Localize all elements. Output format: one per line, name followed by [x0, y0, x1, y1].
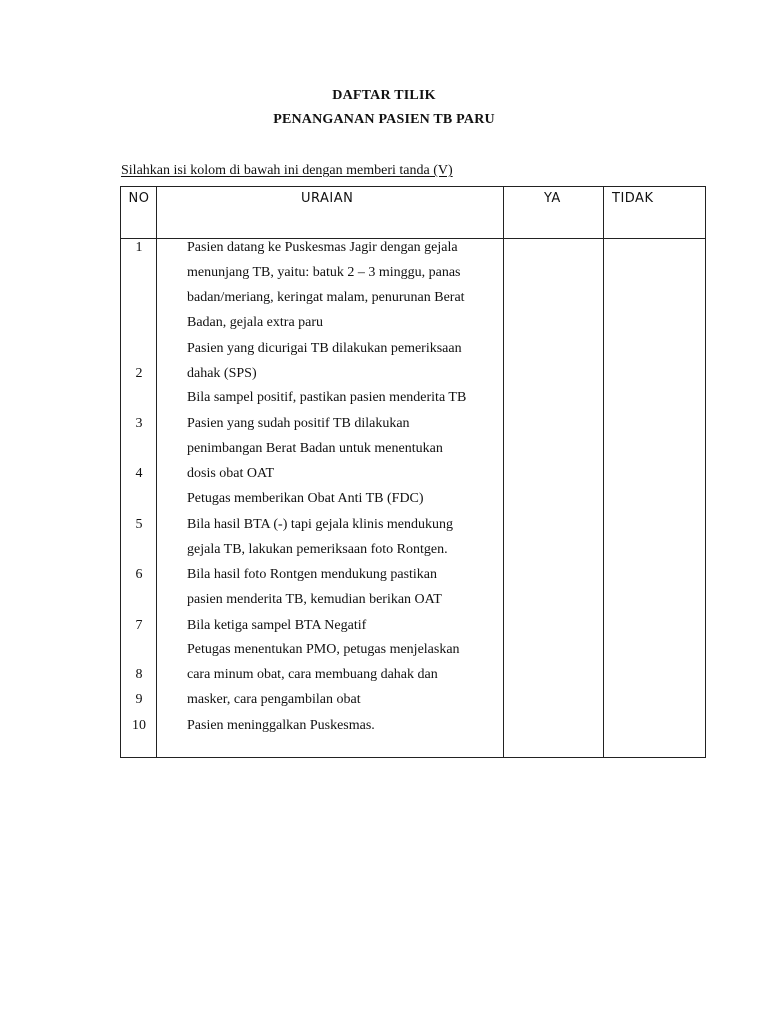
tidak-checkbox-cell[interactable] [604, 239, 705, 757]
row-number: 10 [132, 718, 146, 733]
description-line: Badan, gejala extra paru [187, 315, 324, 330]
description-line: Petugas memberikan Obat Anti TB (FDC) [187, 491, 424, 506]
description-line: Pasien yang dicurigai TB dilakukan pemeriksaan [187, 341, 462, 356]
row-number: 1 [135, 240, 143, 255]
description-line: dahak (SPS) [187, 366, 257, 381]
header-ya: YA [544, 191, 561, 206]
description-line: penimbangan Berat Badan untuk menentukan [187, 441, 443, 456]
row-number: 5 [135, 517, 143, 532]
header-no: NO [128, 191, 150, 206]
description-line: gejala TB, lakukan pemeriksaan foto Rontgen. [187, 542, 448, 557]
description-line: masker, cara pengambilan obat [187, 692, 361, 707]
description-line: Bila hasil foto Rontgen mendukung pastikan [187, 567, 438, 582]
description-line: Pasien meninggalkan Puskesmas. [187, 718, 375, 733]
row-number: 3 [135, 416, 143, 431]
row-number: 9 [135, 692, 143, 707]
checklist-table [120, 186, 706, 758]
row-number: 2 [135, 366, 143, 381]
description-line: Bila sampel positif, pastikan pasien menderita TB [187, 390, 467, 405]
description-line: Pasien yang sudah positif TB dilakukan [187, 416, 410, 431]
description-line: pasien menderita TB, kemudian berikan OAT [187, 592, 442, 607]
description-line: dosis obat OAT [187, 466, 275, 481]
description-line: Bila ketiga sampel BTA Negatif [187, 618, 367, 633]
header-uraian: URAIAN [301, 191, 354, 206]
description-line: menunjang TB, yaitu: batuk 2 – 3 minggu, panas [187, 265, 461, 280]
header-tidak: TIDAK [612, 191, 654, 206]
instruction-text: Silahkan isi kolom di bawah ini dengan memberi tanda (V) [121, 163, 453, 178]
description-line: Pasien datang ke Puskesmas Jagir dengan gejala [187, 240, 458, 255]
document-subtitle: PENANGANAN PASIEN TB PARU [273, 112, 495, 127]
description-line: cara minum obat, cara membuang dahak dan [187, 667, 438, 682]
description-line: Petugas menentukan PMO, petugas menjelaskan [187, 642, 460, 657]
description-line: Bila hasil BTA (-) tapi gejala klinis mendukung [187, 517, 453, 532]
ya-checkbox-cell[interactable] [504, 239, 603, 757]
row-number: 8 [135, 667, 143, 682]
row-number: 6 [135, 567, 143, 582]
row-number: 7 [135, 618, 143, 633]
description-line: badan/meriang, keringat malam, penurunan Berat [187, 290, 465, 305]
document-title: DAFTAR TILIK [332, 88, 436, 103]
row-number: 4 [135, 466, 143, 481]
